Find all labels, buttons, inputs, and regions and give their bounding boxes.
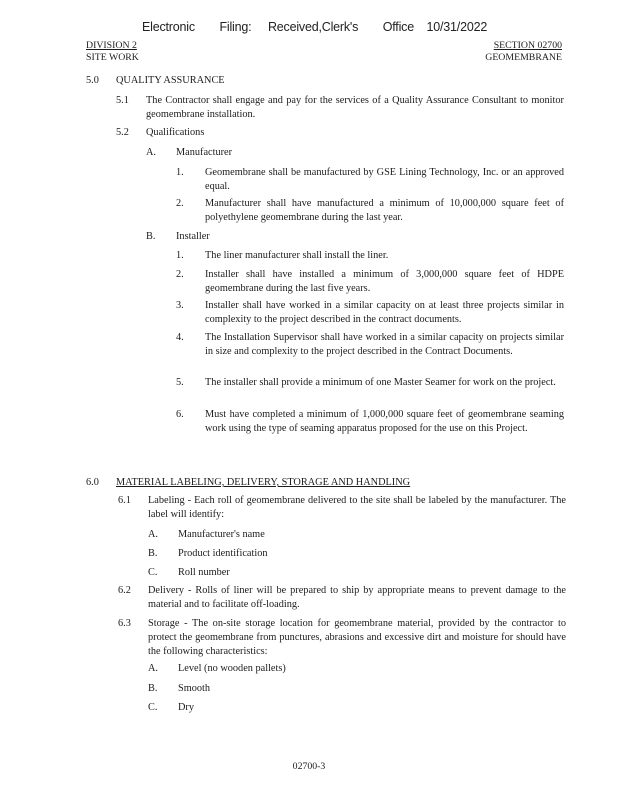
list-item: Smooth xyxy=(178,683,211,694)
list-letter: A. xyxy=(148,529,159,540)
list-item: Dry xyxy=(178,702,195,713)
item-number: 1. xyxy=(176,250,184,261)
item-number: 5. xyxy=(176,377,184,388)
section-5-title: QUALITY ASSURANCE xyxy=(116,75,225,86)
list-item: Roll number xyxy=(178,567,230,578)
clause-5-2-text: Qualifications xyxy=(146,127,205,138)
clause-number: 6.2 xyxy=(118,585,131,596)
item-text: The liner manufacturer shall install the liner. xyxy=(205,250,389,261)
subclause-a-text: Manufacturer xyxy=(176,147,233,158)
item-number: 3. xyxy=(176,300,184,311)
stamp-word: Electronic xyxy=(142,20,195,34)
filing-stamp xyxy=(142,20,487,34)
item-text: The installer shall provide a minimum of one Master Seamer for work on the project. xyxy=(205,377,556,388)
header-right xyxy=(485,40,562,64)
clause-6-3-text: Storage - The on-site storage location for geomembrane material, provided by the contractor to protect the geomembrane from punctures, abrasions and excessive dirt and moisture for should have the following characteristics: xyxy=(148,618,566,657)
clause-6-1-text: Labeling - Each roll of geomembrane delivered to the site shall be labeled by the manufacturer. The label will identify: xyxy=(148,495,566,520)
list-letter: B. xyxy=(148,683,158,694)
section-6-title: MATERIAL LABELING, DELIVERY, STORAGE AND HANDLING xyxy=(116,477,411,488)
item-text: Manufacturer shall have manufactured a minimum of 10,000,000 square feet of polyethylene geomembrane during the last year. xyxy=(205,198,564,223)
item-text: Installer shall have worked in a similar capacity on at least three projects similar in complexity to the project described in the contract documents. xyxy=(205,300,564,325)
clause-number: 5.2 xyxy=(116,127,129,138)
clause-6-2-text: Delivery - Rolls of liner will be prepared to ship by appropriate means to prevent damage to the material and to facilitate off-loading. xyxy=(148,585,566,610)
stamp-word: Filing: xyxy=(219,20,252,34)
clause-5-1-text: The Contractor shall engage and pay for the services of a Quality Assurance Consultant to monitor geomembrane installation. xyxy=(146,95,564,120)
division-label: DIVISION 2 xyxy=(86,40,137,51)
list-item: Level (no wooden pallets) xyxy=(178,663,286,674)
item-number: 2. xyxy=(176,198,184,209)
clause-number: 6.3 xyxy=(118,618,131,629)
item-number: 6. xyxy=(176,409,184,420)
list-item: Product identification xyxy=(178,548,268,559)
item-text: Must have completed a minimum of 1,000,000 square feet of geomembrane seaming work using the type of seaming apparatus proposed for the use on this Project. xyxy=(205,409,564,434)
section-label: SECTION 02700 xyxy=(493,40,562,51)
item-text: The Installation Supervisor shall have worked in a similar capacity on projects similar in size and complexity to the project described in the Contract Documents. xyxy=(205,332,564,357)
item-text: Geomembrane shall be manufactured by GSE Lining Technology, Inc. or an approved equal. xyxy=(205,167,564,192)
subclause-letter: A. xyxy=(146,147,157,158)
subclause-b-text: Installer xyxy=(176,231,210,242)
section-6-number: 6.0 xyxy=(86,477,99,488)
item-number: 2. xyxy=(176,269,184,280)
item-number: 4. xyxy=(176,332,184,343)
section-title: GEOMEMBRANE xyxy=(485,52,562,63)
list-letter: B. xyxy=(148,548,158,559)
item-number: 1. xyxy=(176,167,184,178)
clause-number: 5.1 xyxy=(116,95,129,106)
subclause-letter: B. xyxy=(146,231,156,242)
stamp-date: 10/31/2022 xyxy=(426,20,488,34)
header-left xyxy=(86,40,139,64)
work-label: SITE WORK xyxy=(86,52,139,63)
item-text: Installer shall have installed a minimum of 3,000,000 square feet of HDPE geomembrane during the last five years. xyxy=(205,269,564,294)
list-item: Manufacturer's name xyxy=(178,529,265,540)
list-letter: C. xyxy=(148,567,158,578)
stamp-word: Received,Clerk's xyxy=(267,20,359,34)
clause-number: 6.1 xyxy=(118,495,131,506)
page-number: 02700-3 xyxy=(292,761,326,772)
section-5-number: 5.0 xyxy=(86,75,99,86)
list-letter: C. xyxy=(148,702,158,713)
stamp-word: Office xyxy=(382,20,414,34)
list-letter: A. xyxy=(148,663,159,674)
